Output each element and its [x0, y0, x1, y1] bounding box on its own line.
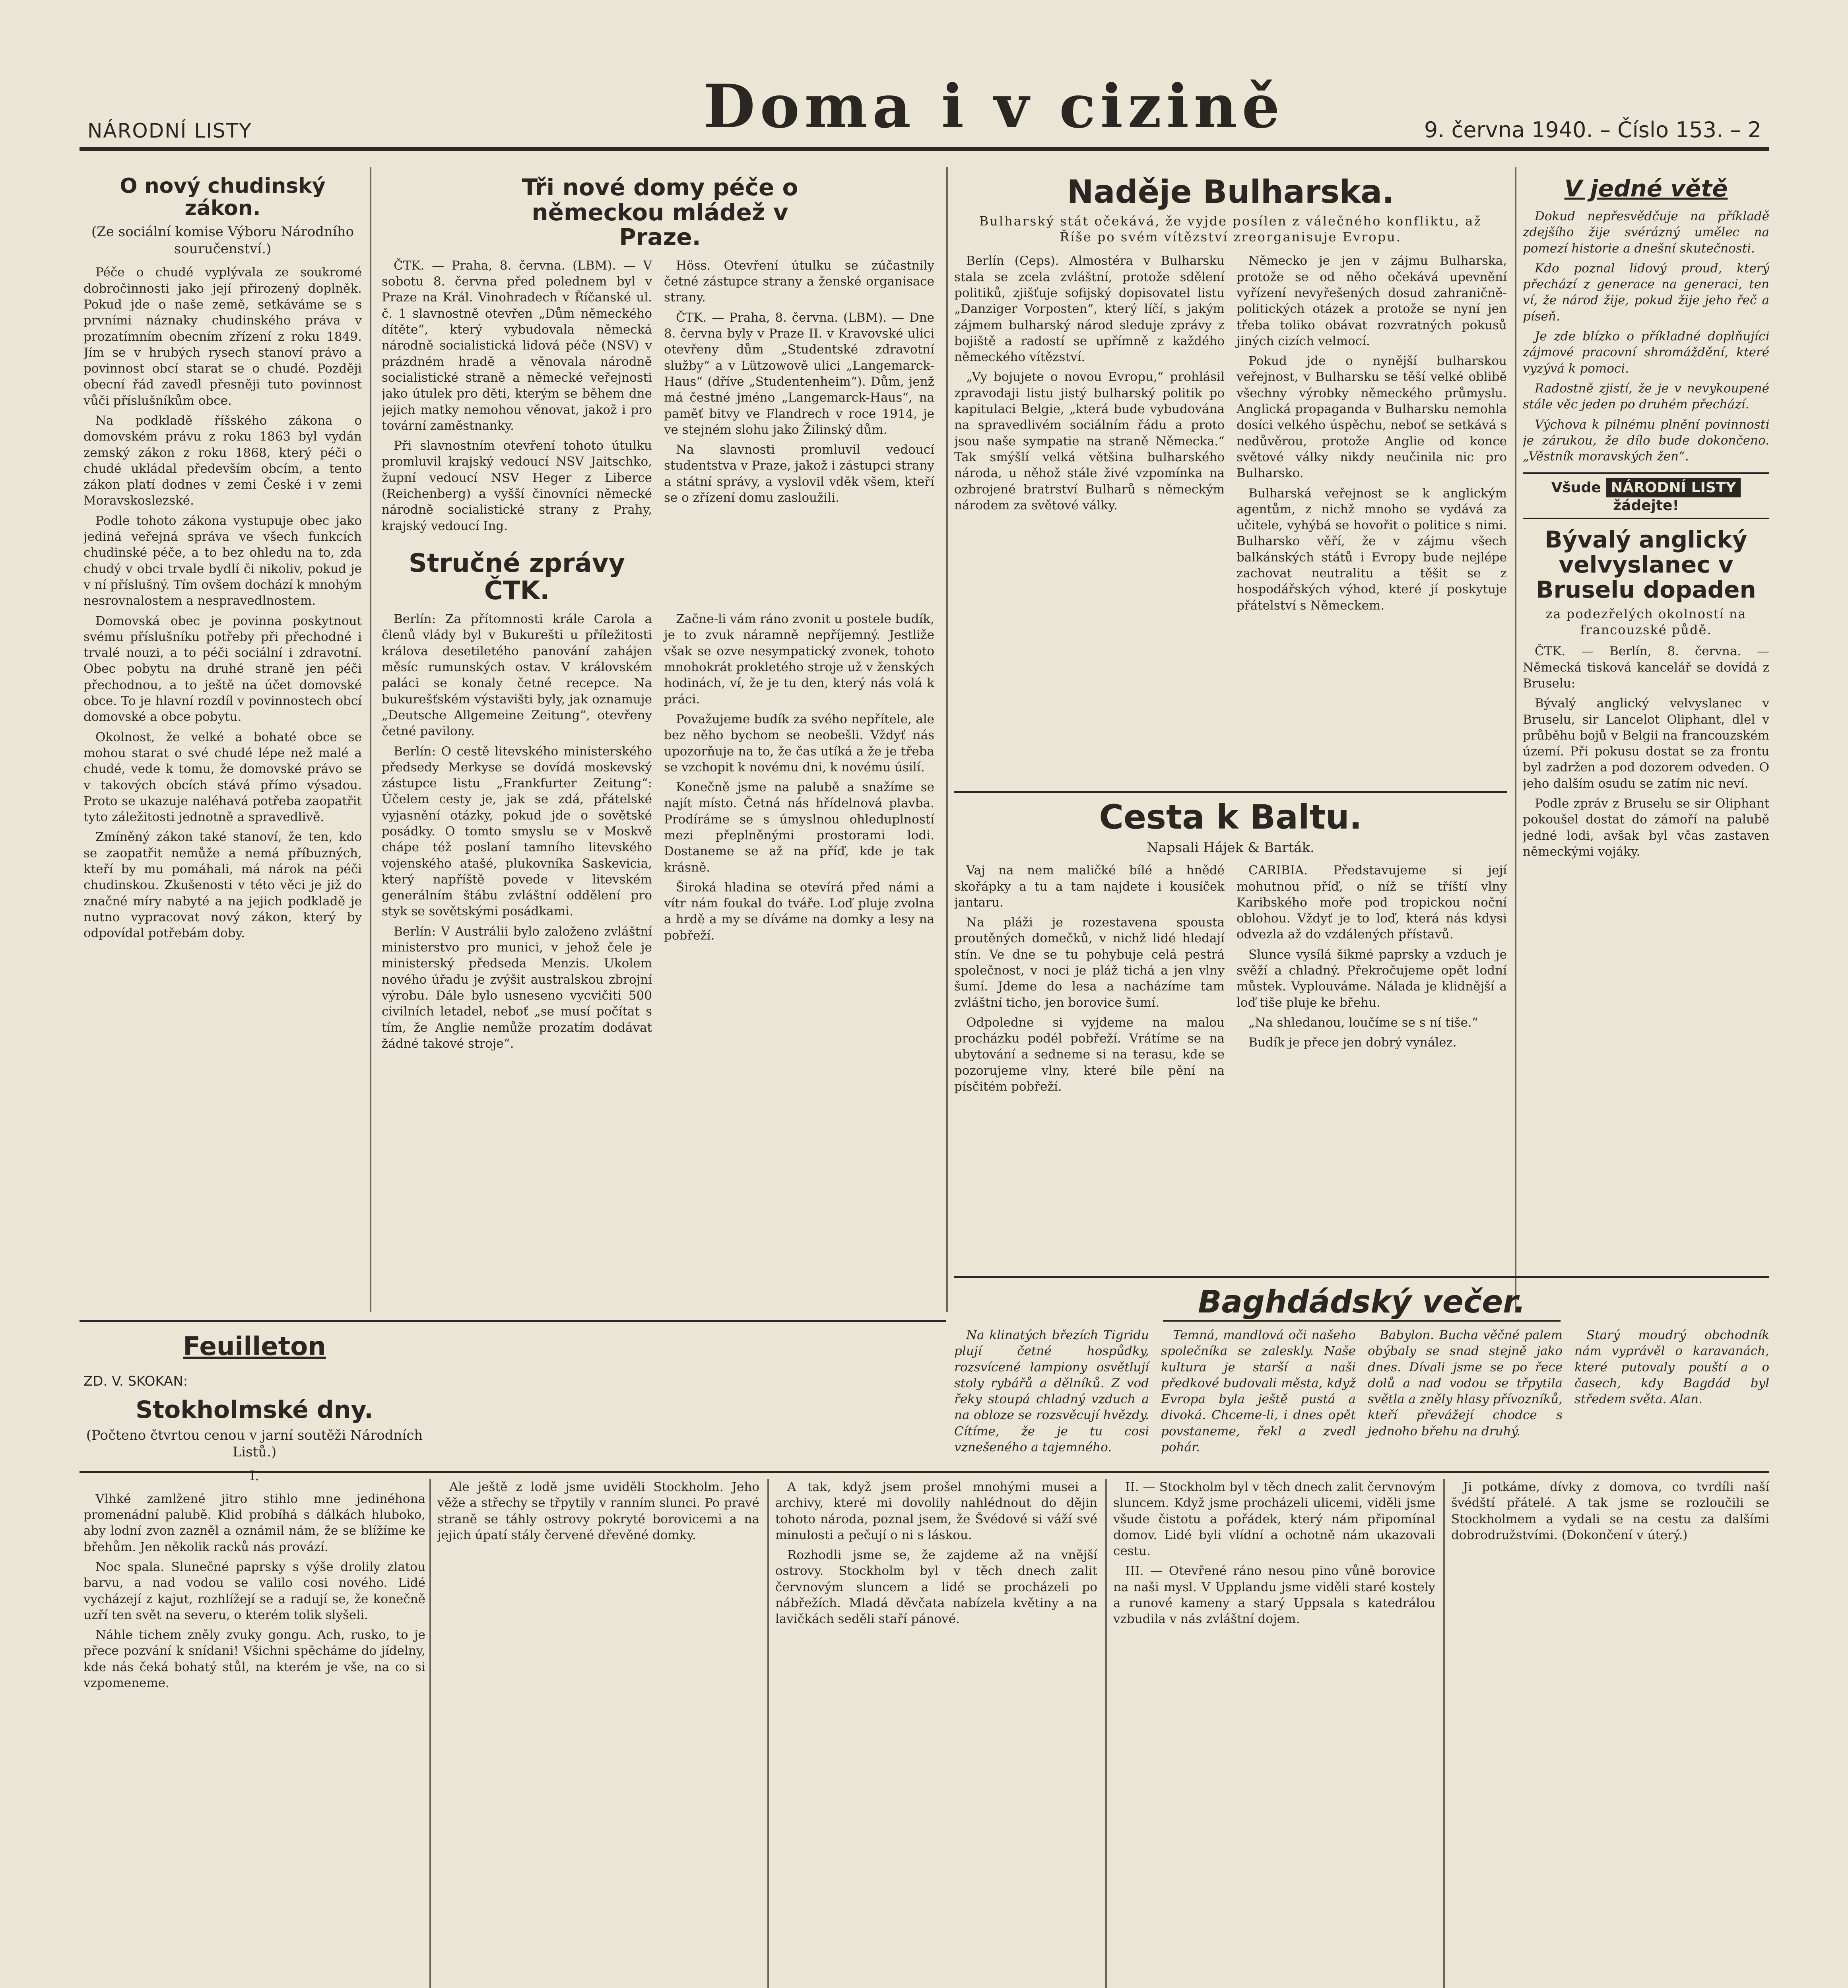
feuilleton-body [1113, 1479, 1435, 1627]
article-bagdad [954, 1284, 1769, 1459]
article-subtitle: (Ze sociální komise Výboru Národního souručenství.) [91, 224, 354, 257]
paragraph: ČTK. — Praha, 8. června. (LBM). — V sobotu 8. června před polednem byl v Praze na Král. Vinohradech v Říčanské ul. č. 1 slavnostně otevřen „Dům německého dítěte“, který vybudovala německá národně socialistická lidová péče (NSV) v prázdném hradě a věnovala národně socialistické straně a německé veřejnosti jako útulek pro děti, kterým se během dne jejich matky nemohou věnovat, jakož i pro tovární zaměstnanky. [382, 258, 652, 433]
article-title: Tři nové domy péče o německou mládež v Praze. [522, 175, 798, 251]
feuilleton-body [1451, 1479, 1769, 1543]
paragraph: Na klinatých březích Tigridu plují četné hospůdky, rozsvícené lampiony osvětlují stoly rybářů a dělníků. Z vod řeky stoupá chladný vzduch a na obloze se rozsvěcují hvězdy. Cítíme, že je tu cosi vznešeného a tajemného. [954, 1328, 1149, 1455]
paragraph: Na pláži je rozestavena spousta proutěných domečků, v nichž lidé hledají stín. Ve dne se tu pohybuje celá pestrá společnost, v noci je pláž tichá a jen vlny šumí. Jdeme do lesa a nacházíme tam zvláštní ticho, jen borovice šumí. [954, 915, 1225, 1010]
paragraph: II. — Stockholm byl v těch dnech zalit červnovým sluncem. Když jsme procházeli ulicemi, viděli jsme všude čistotu a pořádek, který nám připomínal domov. Lidé byli vlídní a ochotně nám ukazovali cestu. [1113, 1480, 1435, 1559]
section-title: Doma i v cizině [703, 72, 1285, 142]
article-cesta-k-baltu [954, 799, 1507, 1268]
paragraph: Bulharská veřejnost se k anglickým agentům, z nichž mnoho se vydává za učitele, vyhýbá se hovořit o politice s nimi. Bulharsko věří, že v zájmu všech balkánských států i Evropy bude nejlépe zachovat neutralitu a těšit se z hospodářských výhod, které jí poskytuje přátelství s Německem. [1237, 486, 1507, 613]
section-number: I. [249, 1468, 260, 1484]
paragraph: Babylon. Bucha věčné palem obýbaly se snad stejně jako dnes. Dívali jsme se po řece dolů a nad vodou se třpytila světla a zněly hlasy přívozníků, kteří převážejí chodce s jednoho břehu na druhý. [1368, 1328, 1563, 1439]
article-body-left [954, 253, 1225, 617]
four-column-block [954, 1327, 1769, 1459]
paragraph: Podle tohoto zákona vystupuje obec jako jediná veřejná správa ve všech funkcích chudinské péče, a to bez ohledu na to, zda chudý v obci trvale bydlí či nikoliv, pokud je v ní příslušný. Tím ovšem dochází k mnohým nesrovnalostem a nespravedlnostem. [83, 513, 362, 608]
short-item: Výchova k pilnému plnění povinností je zárukou, že dílo bude dokončeno. „Věstník moravských žen“. [1523, 417, 1769, 464]
feuilleton-subtitle: (Počteno čtvrtou cenou v jarní soutěži Národních Listů.) [86, 1427, 423, 1460]
date-issue: 9. června 1940. – Číslo 153. – 2 [1424, 117, 1761, 142]
article-body [83, 264, 362, 941]
feuilleton-title: Stokholmské dny. [136, 1396, 373, 1424]
paragraph: Na podkladě říšského zákona o domovském právu z roku 1863 byl vydán zemský zákon z roku 1868, který péči o chudé ukládal především obcím, a tento zákon platí dodnes v zemi České i v zemi Moravskoslezské. [83, 413, 362, 508]
paragraph: Höss. Otevření útulku se zúčastnily četné zástupce strany a ženské organisace strany. [664, 258, 934, 305]
column-divider [1105, 1479, 1107, 1988]
column-v-jedne-vete [1523, 175, 1769, 1272]
paragraph: Budík je přece jen dobrý vynález. [1248, 1035, 1457, 1050]
promo-suffix: žádejte! [1613, 497, 1679, 514]
paragraph: „Vy bojujete o novou Evropu,“ prohlásil zpravodaji listu jistý bulharský politik po kapitulaci Belgie, „která bude vybudována na spravedlivém sociálním řádu a proto jsou naše sympatie na straně Německa.“ Tak smýšlí velká většina bulharského národa, u něhož stále živé vzpomínka na ozbrojené bratrství Bulharů s německým národem za světové války. [954, 370, 1225, 513]
paragraph: Považujeme budík za svého nepřítele, ale bez něho bychom se neobešli. Vždyť nás upozorňuje na to, že čas utíká a že je třeba se vzchopit k novému dni, k novému úsilí. [664, 712, 934, 775]
article-title: Bývalý anglický velvyslanec v Bruselu dopaden [1536, 526, 1756, 603]
feuilleton-body [437, 1479, 759, 1543]
paragraph: ČTK. — Berlín, 8. června. — Německá tisková kancelář se dovídá z Bruselu: [1523, 644, 1769, 691]
paragraph: A tak, když jsem prošel mnohými musei a archivy, které mi dovolily nahlédnout do dějin tohoto národa, poznal jsem, že Švédové si váží své minulosti a pečují o ni s láskou. [775, 1480, 1097, 1542]
paragraph: Při slavnostním otevření tohoto útulku promluvil krajský vedoucí NSV Jaitschko, župní vedoucí NSV Heger z Liberce (Reichenberg) a vyšší činovníci německé národně socialistické strany z Prahy, krajský vedoucí Ing. [382, 439, 652, 533]
feuilleton-body [775, 1479, 1097, 1627]
paragraph: Berlín (Ceps). Almostéra v Bulharsku stala se zcela zvláštní, protože sdělení politiků, zjišťuje sofijský dopisovatel listu „Danziger Vorposten“, který líčí, s jakým zájmem bulharský národ sleduje zprávy z bojiště a radostí se upřímně z každého německého vítězství. [954, 254, 1225, 365]
article-subtitle: Bulharský stát očekává, že vyjde posílen z válečného konfliktu, až Říše po svém vítězství zreorganisuje Evropu. [979, 214, 1482, 245]
paragraph: Ale ještě z lodě jsme uviděli Stockholm. Jeho věže a střechy se třpytily v ranním slunci. Po pravé straně se táhly ostrovy pokryté borovicemi a na jejich úpatí stály červené dřevěné domky. [437, 1480, 759, 1542]
feuilleton-column [775, 1479, 1097, 1988]
bagdad-col [1161, 1327, 1356, 1459]
feuilleton-body [83, 1491, 425, 1691]
column-divider [767, 1479, 769, 1988]
article-nadeje-bulharska [954, 175, 1507, 771]
feuilleton-author: ZD. V. SKOKAN: [83, 1373, 188, 1389]
promo-banner [1523, 472, 1769, 519]
paragraph: Na slavnosti promluvil vedoucí studentstva v Praze, jakož i zástupci strany a státní správy, a vyslovil vděk všem, kteří se o zřízení domu zasloužili. [664, 443, 934, 505]
paper-name: NÁRODNÍ LISTY [87, 119, 252, 142]
column-divider [1443, 1479, 1445, 1988]
paragraph: Zmíněný zákon také stanoví, že ten, kdo se zaopatřit nemůže a nemá příbuzných, kteří by mu pomáhali, má nárok na péči chudinskou. Zkušenosti v této věci je již do značné míry nabyté a na jejich podkladě je nutno vypracovat nový zákon, který by odpovídal potřebám doby. [83, 830, 362, 941]
promo-prefix: Všude [1551, 480, 1601, 496]
paragraph: Domovská obec je povinna poskytnout svému příslušníku potřeby při přechodné i trvalé nouzi, a to péči sociální i zdravotní. Obec pobytu na druhé straně jen péči přechodnou, a to ještě na účet domovské obce. To je hlavní rozdíl v povinnostech obcí domovské a obce pobytu. [83, 613, 362, 724]
feuilleton-column [1113, 1479, 1435, 1988]
paragraph: CARIBIA. Představujeme si její mohutnou příď, o níž se tříští vlny Karibského moře pod tropickou noční oblohou. Vždyť je to loď, která nás kdysi odvezla až do vzdálených přístavů. [1237, 863, 1507, 942]
article-divider [954, 791, 1507, 793]
paragraph: Vlhké zamlžené jitro stihlo mne jedinéhona promenádní palubě. Klid probíhá s dálkách hluboko, aby lodní zvon zazněl a oznámil nám, že se blížíme ke břehům. Jen několik racků nás provází. [83, 1491, 425, 1554]
paragraph: Podle zpráv z Bruselu se sir Oliphant pokoušel dostat do zámoří na palubě jedné lodi, avšak byl včas zastaven německými vojáky. [1523, 796, 1769, 859]
paragraph: Pokud jde o nynější bulharskou veřejnost, v Bulharsku se těší velké oblibě všechny výrobky německého průmyslu. Anglická propaganda v Bulharsku nemohla dosíci velkého úspěchu, neboť se setkává s nedůvěrou, protože Anglie od konce světové války nikdy neučinila nic pro Bulharsko. [1237, 354, 1507, 481]
two-column-block [954, 862, 1507, 1099]
paragraph: Odpoledne si vyjdeme na malou procházku podél pobřeží. Vrátíme se na ubytování a sedneme si na terasu, kde se pozorujeme vlny, které bíle pění na písčitém pobřeží. [954, 1015, 1225, 1094]
bagdad-col [1368, 1327, 1563, 1459]
paragraph: Náhle tichem zněly zvuky gongu. Ach, rusko, to je přece pozvání k snídani! Všichni spěcháme do jídelny, kde nás čeká bohatý stůl, na kterém je vše, na co si vzpomeneme. [83, 1628, 425, 1691]
feuilleton-heading: Feuilleton [183, 1332, 326, 1361]
feuilleton-column [1451, 1479, 1769, 1988]
article-body [1523, 643, 1769, 860]
feuilleton-intro [83, 1332, 425, 1988]
article-body-left [382, 258, 652, 538]
paragraph: Berlín: V Austrálii bylo založeno zvláštní ministerstvo pro munici, v jehož čele je ministerský předseda Menzis. Ukolem nového úřadu je zvýšit australskou zbrojní výrobu. Dále bylo usneseno vycvičiti 500 civilních letadel, neboť „se musí počítat s tím, že Anglie nemůže prozatím dodávat žádné takové stroje“. [382, 924, 652, 1051]
paragraph: Bývalý anglický velvyslanec v Bruselu, sir Lancelot Oliphant, dlel v průběhu bojů v Belgii na francouzském území. Při pokusu dostat se za frontu byl zadržen a pod dozorem odveden. O jeho dalším osudu se zatím nic neví. [1523, 696, 1769, 791]
promo-badge: NÁRODNÍ LISTY [1606, 478, 1741, 497]
paragraph: ČTK. — Praha, 8. června. (LBM). — Dne 8. června byly v Praze II. v Kravovské ulici otevřeny dům „Studentské zdravotní služby“ a v Lützowově ulici „Langemarck-Haus“ (dříve „Studentenheim“). Dům, jenž má čestné jméno „Langemarck-Haus“, na paměť bitvy ve Flandrech v roce 1914, je ve stejném slohu jako Žilinský dům. [664, 310, 934, 437]
column-divider [429, 1479, 431, 1988]
masthead [80, 72, 1769, 151]
bagdad-col [1574, 1327, 1769, 1459]
short-item: Radostně zjistí, že je v nevykoupené stále věc jeden po druhém přechází. [1523, 381, 1769, 412]
article-body-right [664, 258, 934, 538]
feuilleton-divider [80, 1320, 946, 1322]
article-body-right [1237, 253, 1507, 617]
paragraph: III. — Otevřené ráno nesou pino vůně borovice na naši mysl. V Upplandu jsme viděli staré kostely a runové kameny a starý Uppsala s katedrálou vzbudila v nás zvláštní dojem. [1113, 1564, 1435, 1627]
article-body-right [1237, 862, 1507, 1099]
column-divider [946, 167, 948, 1312]
article-title: Naděje Bulharska. [1067, 175, 1394, 210]
article-title: Cesta k Baltu. [1099, 799, 1362, 837]
paragraph: Vaj na nem maličké bílé a hnědé skořápky a tu a tam najdete i kousíček jantaru. [954, 863, 1225, 910]
paragraph: Noc spala. Slunečné paprsky s výše drolily zlatou barvu, a nad vodou se valilo cosi nového. Lidé vycházejí z kajut, rozhlížejí se a radují se, že konečně uzří ten svět na severu, o kterém tolik slyšeli. [83, 1559, 425, 1622]
paragraph: Berlín: O cestě litevského ministerského předsedy Merkyse se dovídá moskevský zástupce listu „Frankfurter Zeitung“: Účelem cesty je, jak se zdá, přátelské vyjasnění otázky, pokud jde o sovětské posádky. O tomto smyslu se v Moskvě chápe též poslaní tamního litevského vojenského atašé, plukovníka Saskevicia, který napříště povede v litevském generálním štábu zvláštní oddělení pro styk se sovětskými posádkami. [382, 744, 652, 919]
short-item: Je zde blízko o příkladné doplňující zájmové pracovní shromáždění, které vyzývá k pomoci. [1523, 329, 1769, 376]
paragraph: Začne-li vám ráno zvonit u postele budík, je to zvuk náramně nepříjemný. Jestliže však se ozve nesympatický zvonek, tohoto mnohokrát prokletého stroje už v ženských hodinách, ví, že je tu den, který nás volá k práci. [664, 612, 934, 707]
article-domy-pece [382, 175, 938, 1308]
paragraph: Konečně jsme na palubě a snažíme se najít místo. Četná nás hřídelnová plavba. Prodíráme se s úmyslnou ohleduplností mezi přeplněnými prostorami lodi. Dostaneme se až na příď, kde je tak krásně. [664, 780, 934, 875]
feuilleton-column [437, 1479, 759, 1988]
column-divider [1515, 167, 1516, 1312]
paragraph: „Na shledanou, loučíme se s ní tiše.“ [1248, 1015, 1478, 1030]
short-items [1523, 208, 1769, 464]
article-subtitle: za podezřelých okolností na francouzské půdě. [1545, 606, 1747, 638]
paragraph: Slunce vysílá šikmé paprsky a vzduch je svěží a chladný. Překročujeme opět lodní můstek. Vyplouváme. Nálada je klidnější a loď tiše pluje ke břehu. [1237, 947, 1507, 1010]
bagdad-col [954, 1327, 1149, 1459]
short-item: Kdo poznal lidový proud, který přechází z generace na generaci, ten ví, že národ žije, pokud žije jeho řeč a píseň. [1523, 261, 1769, 324]
section-title: V jedné větě [1564, 175, 1728, 202]
ctk-body-right [664, 611, 934, 1056]
article-chudinsky-zakon [83, 175, 362, 1308]
paragraph: Ji potkáme, dívky z domova, co tvrdíli naší švédští přátelé. A tak jsme se rozloučili se Stockholmem a vydali se na cestu za dalšími dobrodružstvími. (Dokončení v úterý.) [1451, 1480, 1769, 1542]
article-title: Baghdádský večer. [1163, 1284, 1561, 1322]
short-item: Dokud nepřesvědčuje na příkladě zdejšího žije svérázný umělec na pomezí historie a dnešní skutečnosti. [1523, 209, 1769, 256]
article-body-left [954, 862, 1225, 1099]
paragraph: Starý moudrý obchodník nám vyprávěl o karavanách, které putovaly pouští a o časech, kdy Bagdád byl středem světa. Alan. [1574, 1328, 1769, 1407]
paragraph: Berlín: Za přítomnosti krále Carola a členů vlády byl v Bukurešti u příležitosti králova desetiletého panování zahájen měsíc rumunských ostav. V královském paláci se konaly četné recepce. Na bukurešťském výstavišti byly, jak oznamuje „Deutsche Allgemeine Zeitung“, otevřeny četné pavilony. [382, 612, 652, 739]
article-byline: Napsali Hájek & Barták. [1147, 839, 1314, 856]
paragraph: Temná, mandlová oči našeho společníka se zaleskly. Naše kultura je starší a naši předkové budovali města, když Evropa byla ještě pustá a divoká. Chceme-li, i dnes opět povstaneme, řekl a zvedl pohár. [1161, 1328, 1356, 1455]
article-divider [954, 1276, 1769, 1278]
paragraph: Okolnost, že velké a bohaté obce se mohou starat o své chudé lépe než malé a chudé, vede k tomu, že domovské právo se v takových obcích stává přímo výsadou. Proto se ukazuje naléhavá potřeba zaopatřit tyto záležitosti jednotně a spravedlivě. [83, 730, 362, 825]
two-column-block [954, 253, 1507, 617]
ctk-body-left [382, 611, 652, 1056]
paragraph: Péče o chudé vyplývala ze soukromé dobročinnosti jako její přirozený doplněk. Pokud jde o naše země, setkáváme se s prvními náznaky chudinského práva v prozatímním obecním zřízení z roku 1849. Jím se v hrubých rysech stanoví právo a povinnost obcí starat se o chudé. Později obecní řád zavedl přesněji tuto povinnost vůči příslušníkům obce. [83, 265, 362, 408]
paragraph: Rozhodli jsme se, že zajdeme až na vnější ostrovy. Stockholm byl v těch dnech zalit červnovým sluncem a lidé se procházeli po nábřežích. Mladá děvčata nabízela květiny a na lavičkách seděli staří pánové. [775, 1548, 1097, 1627]
article-title: O nový chudinský zákon. [120, 175, 326, 221]
two-column-block [382, 258, 938, 538]
paragraph: Německo je jen v zájmu Bulharska, protože se od něho očekává upevnění vyřízení nevyřešených dosud zahraničně-politických otázek a protože se nyní jen třeba toliko obávat rozvratných pokusů jiných cizích velmocí. [1237, 254, 1507, 348]
ctk-block [382, 611, 938, 1056]
paragraph: Široká hladina se otevírá před námi a vítr nám foukal do tváře. Loď pluje zvolna a hrdě a my se díváme na domky a lesy na pobřeží. [664, 880, 934, 943]
section-title-ctk: Stručné zprávy ČTK. [408, 548, 625, 606]
column-divider [370, 167, 371, 1312]
